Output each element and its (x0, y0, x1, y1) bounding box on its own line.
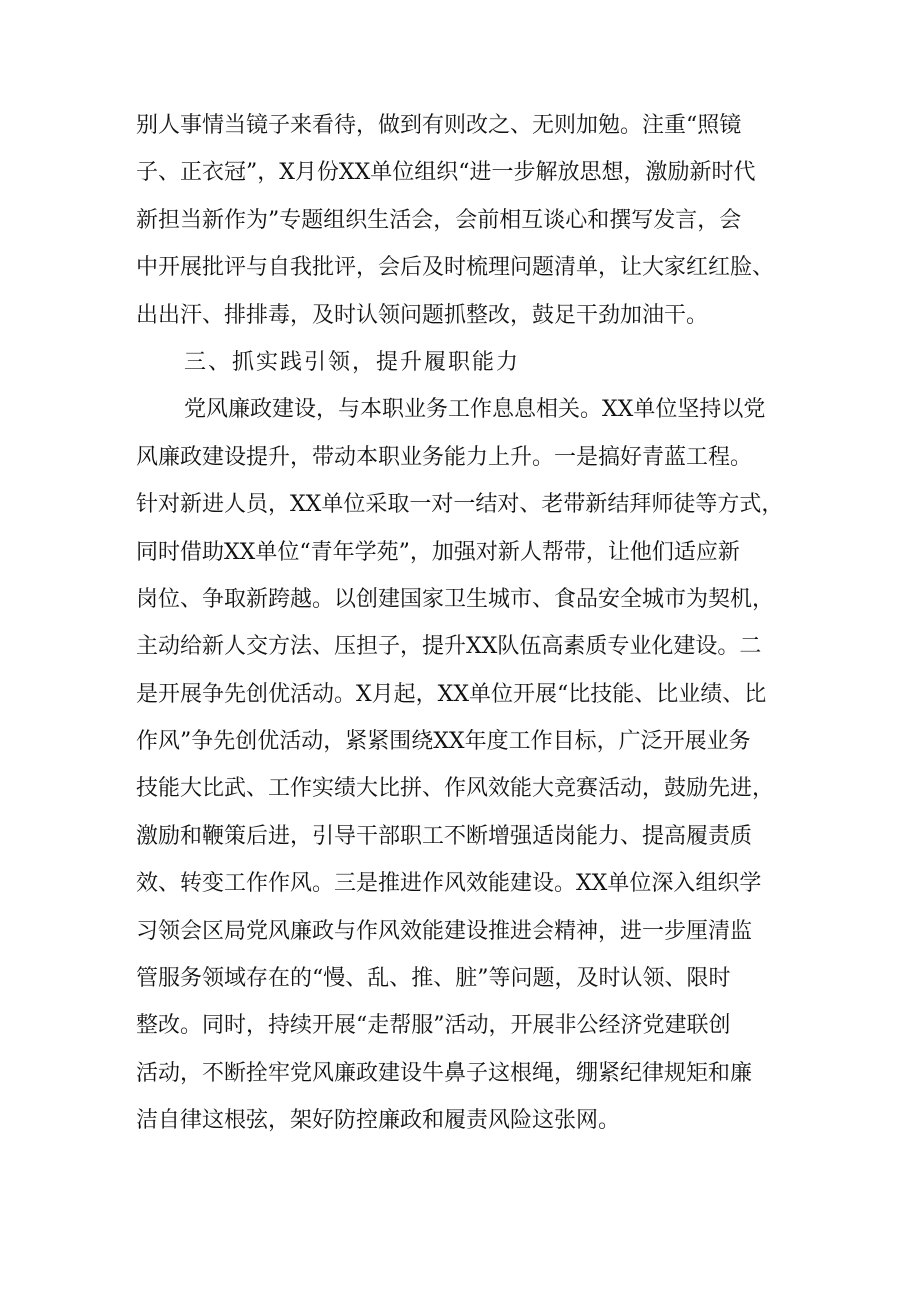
body-text-line: 主动给新人交方法、压担子，提升XX队伍高素质专业化建设。二 (136, 634, 762, 660)
body-text-line: 岗位、争取新跨越。以创建国家卫生城市、食品安全城市为契机， (136, 586, 775, 612)
body-text-line: 是开展争先创优活动。X月起，XX单位开展“比技能、比业绩、比 (136, 681, 767, 707)
body-text-line: 技能大比武、工作实绩大比拼、作风效能大竞赛活动，鼓励先进， (136, 776, 775, 802)
body-text-line: 管服务领域存在的“慢、乱、推、脏”等问题，及时认领、限时 (136, 966, 731, 992)
body-text-line: 针对新进人员，XX单位采取一对一结对、老带新结拜师徒等方式， (136, 492, 784, 518)
body-text-line: 激励和鞭策后进，引导干部职工不断增强适岗能力、提高履责质 (136, 823, 753, 849)
document-body (136, 102, 796, 1145)
body-text-line: 活动，不断拴牢党风廉政建设牛鼻子这根绳，绷紧纪律规矩和廉 (136, 1060, 753, 1086)
body-text-line: 中开展批评与自我批评，会后及时梳理问题清单，让大家红红脸、 (136, 255, 775, 281)
body-text-line: 作风”争先创优活动，紧紧围绕XX年度工作目标，广泛开展业务 (136, 729, 751, 755)
section-heading: 三、抓实践引领，提升履职能力 (184, 349, 521, 375)
body-text-line: 整改。同时，持续开展“走帮服”活动，开展非公经济党建联创 (136, 1013, 731, 1039)
body-text-line: 效、转变工作作风。三是推进作风效能建设。XX单位深入组织学 (136, 871, 762, 897)
body-text-line: 新担当新作为”专题组织生活会，会前相互谈心和撰写发言，会 (136, 207, 742, 233)
body-text-line: 习领会区局党风廉政与作风效能建设推进会精神，进一步厘清监 (136, 918, 753, 944)
body-text-line: 子、正衣冠”，X月份XX单位组织“进一步解放思想，激励新时代 (136, 160, 756, 186)
body-text-line: 风廉政建设提升，带动本职业务能力上升。一是搞好青蓝工程。 (136, 444, 753, 470)
body-text-line: 同时借助XX单位“青年学苑”，加强对新人帮带，让他们适应新 (136, 539, 740, 565)
body-text-line: 洁自律这根弦，架好防控廉政和履责风险这张网。 (136, 1108, 621, 1134)
body-text-line: 出出汗、排排毒，及时认领问题抓整改，鼓足干劲加油干。 (136, 302, 709, 328)
body-text-line: 别人事情当镜子来看待，做到有则改之、无则加勉。注重“照镜 (136, 113, 742, 138)
paragraph-first-line: 党风廉政建设，与本职业务工作息息相关。XX单位坚持以党 (184, 397, 766, 423)
